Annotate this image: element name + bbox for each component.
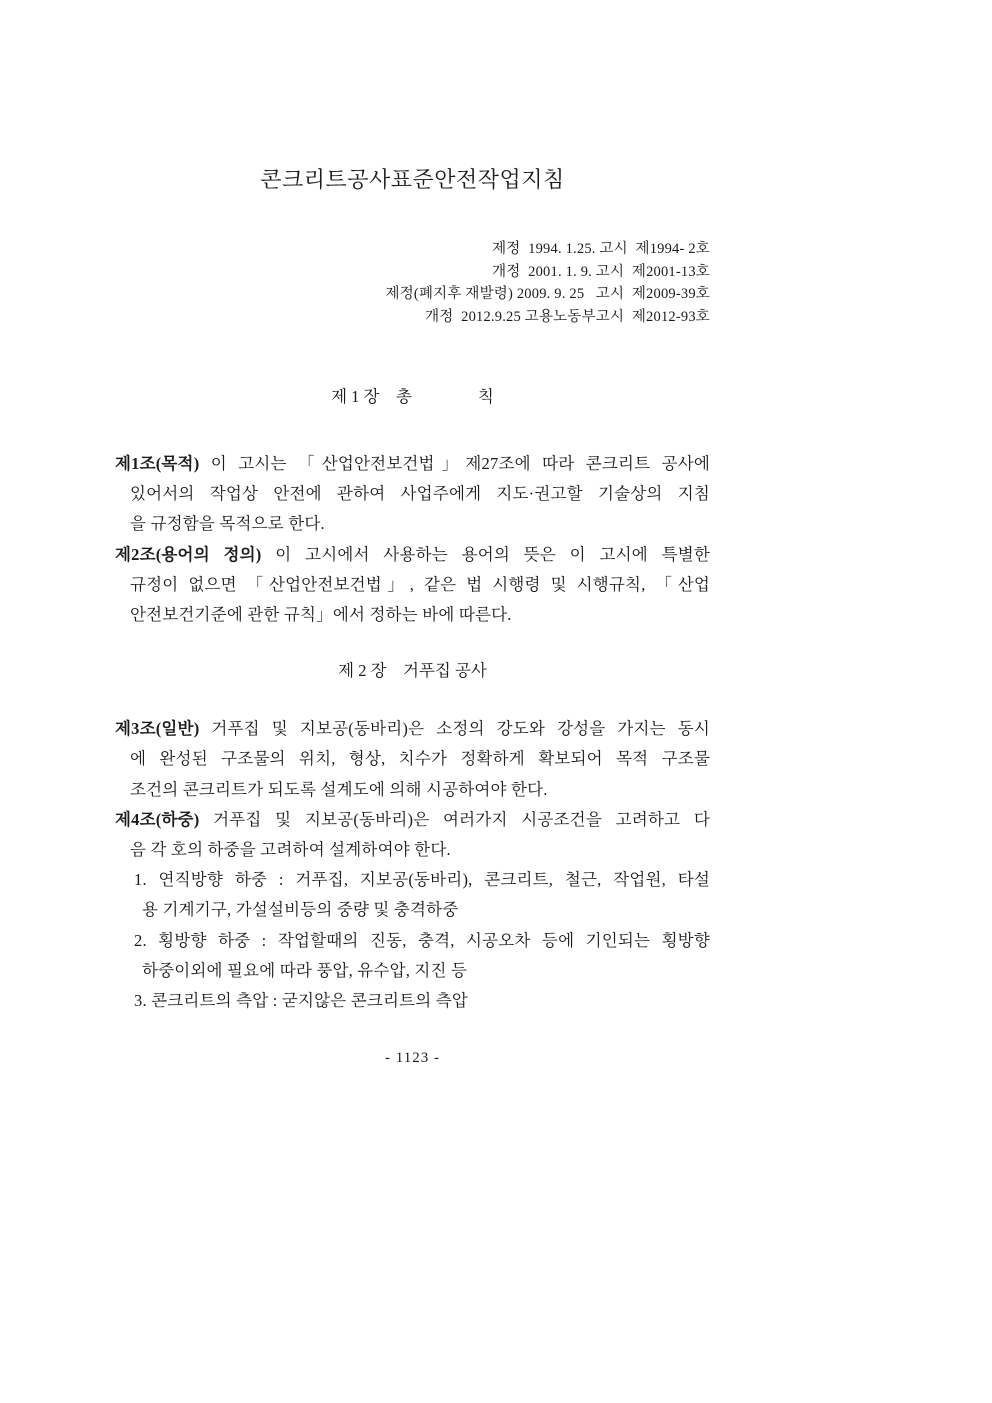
article-1-label: 제1조(목적) xyxy=(115,454,200,473)
document-title: 콘크리트공사표준안전작업지침 xyxy=(260,167,565,192)
list-item-1-line: 1. 연직방향 하중 : 거푸집, 지보공(동바리), 콘크리트, 철근, 작업원, 타설 xyxy=(134,870,710,890)
article-1-line xyxy=(115,449,710,479)
chapter-2-heading: 제 2 장 거푸집 공사 xyxy=(338,661,487,681)
article-2-line: 규정이 없으면 「산업안전보건법」, 같은 법 시행령 및 시행규칙, 「산업 xyxy=(130,574,710,594)
article-2-line xyxy=(115,540,710,570)
article-2-label: 제2조(용어의 정의) xyxy=(115,544,262,564)
article-4-line: 음 각 호의 하중을 고려하여 설계하여야 한다. xyxy=(130,840,451,860)
list-item-2-line: 하중이외에 필요에 따라 풍압, 유수압, 지진 등 xyxy=(142,960,468,980)
list-item-1-line: 용 기계기구, 가설설비등의 중량 및 충격하중 xyxy=(142,900,459,920)
revision-line: 제정(폐지후 재발령) 2009. 9. 25 고시 제2009-39호 xyxy=(385,286,710,302)
article-3-line xyxy=(115,714,710,744)
document-content xyxy=(115,0,710,1068)
article-line-text: 이 고시에서 사용하는 용어의 뜻은 이 고시에 특별한 xyxy=(275,544,711,564)
article-3-line: 조건의 콘크리트가 되도록 설계도에 의해 시공하여야 한다. xyxy=(130,779,548,799)
revision-line: 제정 1994. 1.25. 고시 제1994- 2호 xyxy=(492,241,710,257)
list-item-3-line: 3. 콘크리트의 측압 : 굳지않은 콘크리트의 측압 xyxy=(134,991,469,1011)
revision-line: 개정 2001. 1. 9. 고시 제2001-13호 xyxy=(492,263,710,280)
article-line-text: 이 고시는 「산업안전보건법」제27조에 따라 콘크리트 공사에 xyxy=(210,454,710,473)
list-item-2-line: 2. 횡방향 하중 : 작업할때의 진동, 충격, 시공오차 등에 기인되는 횡방향 xyxy=(134,930,710,950)
article-4-label: 제4조(하중) xyxy=(115,809,200,829)
chapter-1-heading: 제 1 장 총 칙 xyxy=(331,387,494,406)
article-line-text: 거푸집 및 지보공(동바리)은 소정의 강도와 강성을 가지는 동시 xyxy=(211,719,710,739)
chapter-1-body xyxy=(115,449,710,630)
article-4-line xyxy=(115,805,710,835)
chapter-2-body xyxy=(115,714,710,1016)
article-3-line: 에 완성된 구조물의 위치, 형상, 치수가 정확하게 확보되어 목적 구조물 xyxy=(130,749,710,769)
article-2-line: 안전보건기준에 관한 규칙」에서 정하는 바에 따른다. xyxy=(130,605,512,625)
article-line-text: 거푸집 및 지보공(동바리)은 여러가지 시공조건을 고려하고 다 xyxy=(213,809,710,829)
article-3-label: 제3조(일반) xyxy=(115,719,200,739)
revision-history xyxy=(115,238,710,328)
article-1-line: 있어서의 작업상 안전에 관하여 사업주에게 지도·권고할 기술상의 지침 xyxy=(130,484,710,504)
page-number: - 1123 - xyxy=(385,1050,440,1067)
revision-line: 개정 2012.9.25 고용노동부고시 제2012-93호 xyxy=(425,308,710,325)
article-1-line: 을 규정함을 목적으로 한다. xyxy=(130,514,325,534)
